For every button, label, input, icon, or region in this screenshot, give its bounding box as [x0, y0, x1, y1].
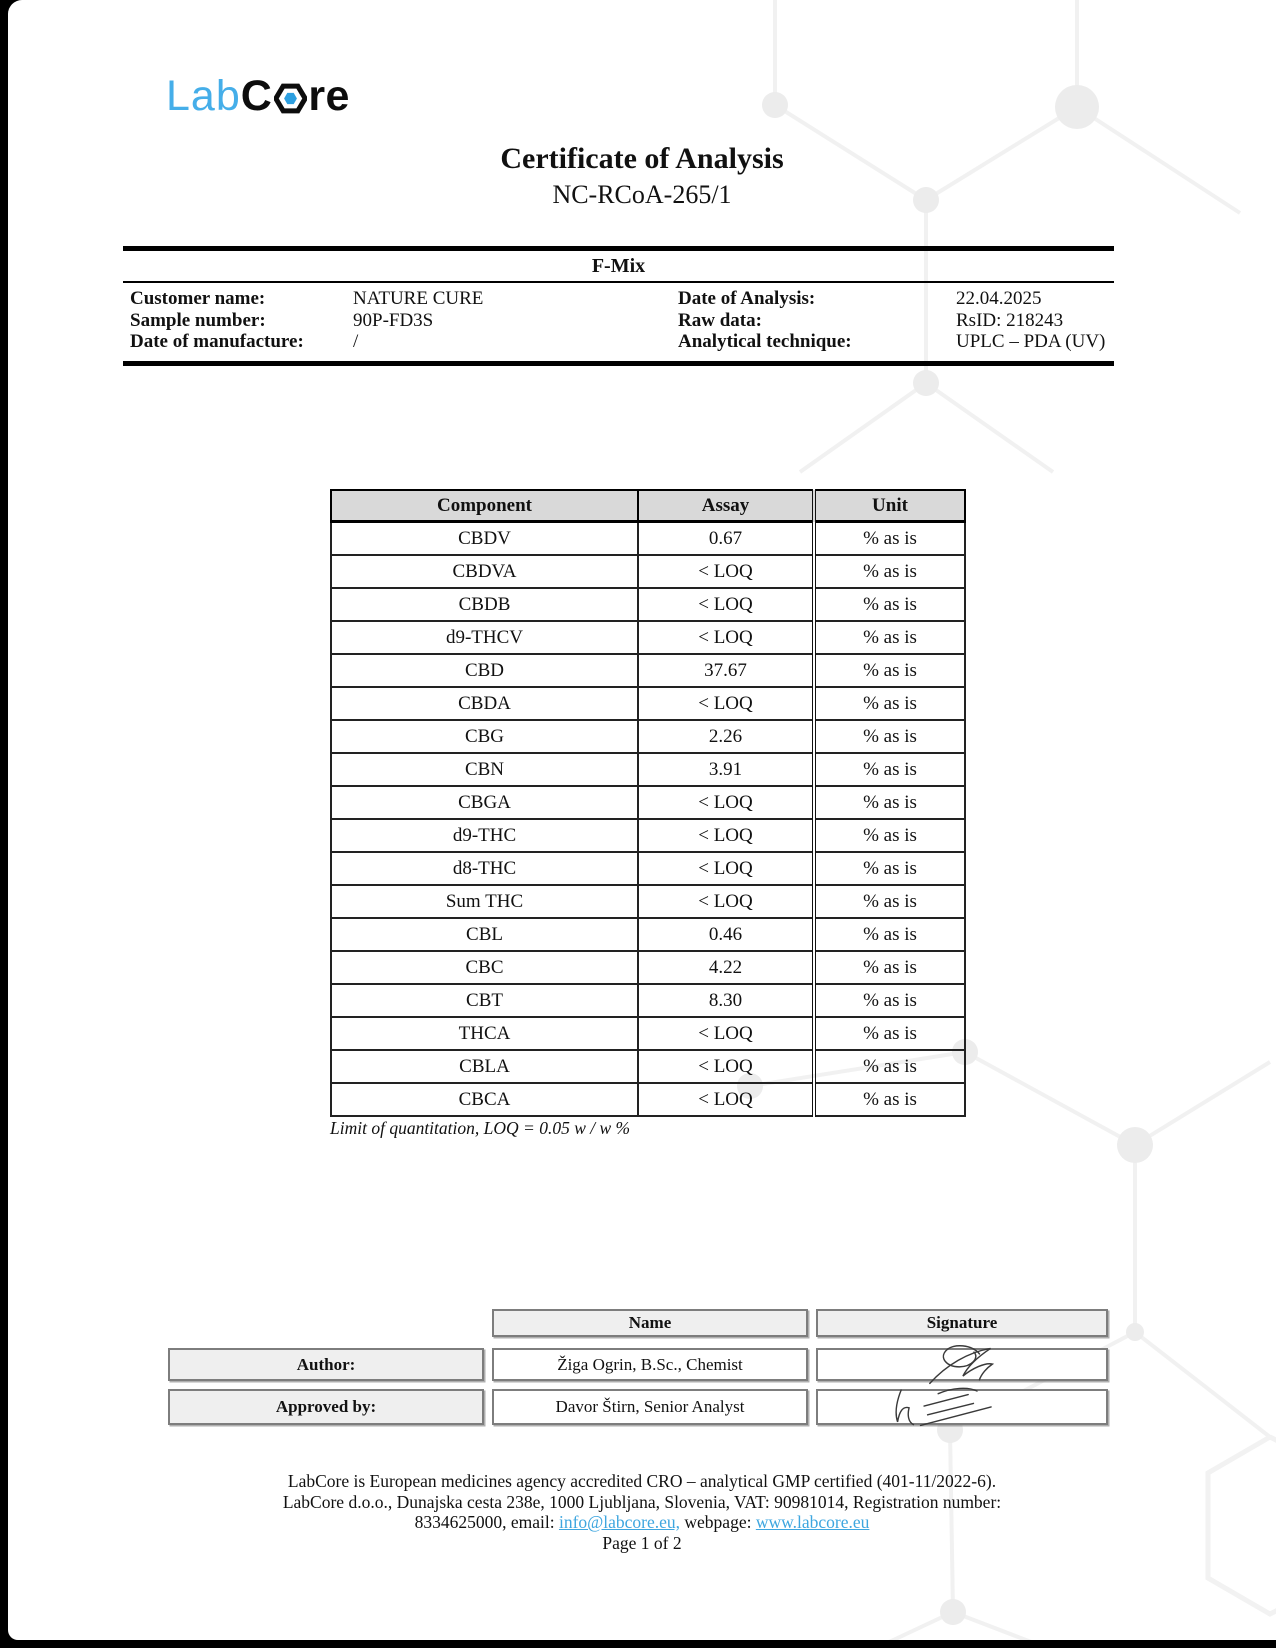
- table-row: [331, 753, 965, 786]
- table-row: [331, 720, 965, 753]
- hexagon-o-icon: [274, 82, 307, 115]
- assay-cell: 0.46: [638, 918, 814, 951]
- footer-contact-middle: webpage:: [680, 1512, 756, 1532]
- column-header-assay: Assay: [638, 490, 814, 522]
- name-column-header: Name: [492, 1309, 808, 1337]
- email-link[interactable]: info@labcore.eu,: [558, 1512, 681, 1532]
- table-row: [331, 1017, 965, 1050]
- assay-cell: 8.30: [638, 984, 814, 1017]
- component-cell: THCA: [331, 1017, 638, 1050]
- document-number: NC-RCoA-265/1: [552, 180, 732, 209]
- unit-cell: % as is: [814, 951, 965, 984]
- component-cell: CBGA: [331, 786, 638, 819]
- unit-cell: % as is: [814, 786, 965, 819]
- table-row: [331, 984, 965, 1017]
- component-cell: d9-THCV: [331, 621, 638, 654]
- unit-cell: % as is: [814, 984, 965, 1017]
- table-row: [331, 1050, 965, 1083]
- date-of-manufacture-value: /: [353, 331, 359, 352]
- author-label: Author:: [168, 1348, 484, 1381]
- unit-cell: % as is: [814, 753, 965, 786]
- loq-note: Limit of quantitation, LOQ = 0.05 w / w %: [330, 1118, 631, 1138]
- table-row: [331, 621, 965, 654]
- table-header-row: [331, 490, 965, 522]
- date-of-manufacture-label: Date of manufacture:: [130, 331, 304, 352]
- component-cell: CBT: [331, 984, 638, 1017]
- component-cell: CBDV: [331, 522, 638, 556]
- unit-cell: % as is: [814, 522, 965, 556]
- component-cell: d9-THC: [331, 819, 638, 852]
- signature-column-header: Signature: [816, 1309, 1108, 1337]
- table-row: [331, 687, 965, 720]
- date-of-analysis-value: 22.04.2025: [956, 288, 1042, 309]
- component-cell: CBDB: [331, 588, 638, 621]
- unit-cell: % as is: [814, 687, 965, 720]
- sample-number-value: 90P-FD3S: [353, 309, 434, 331]
- unit-cell: % as is: [814, 654, 965, 687]
- assay-cell: 4.22: [638, 951, 814, 984]
- document-page: [8, 0, 1276, 1640]
- assay-cell: < LOQ: [638, 1083, 814, 1116]
- product-name: F-Mix: [123, 251, 1114, 283]
- labcore-logo: [166, 72, 350, 121]
- unit-cell: % as is: [814, 918, 965, 951]
- component-cell: CBG: [331, 720, 638, 753]
- footer: [8, 1471, 1276, 1553]
- table-row: [331, 885, 965, 918]
- table-row: [331, 1083, 965, 1116]
- assay-cell: < LOQ: [638, 819, 814, 852]
- table-row: [331, 654, 965, 687]
- table-row: [331, 588, 965, 621]
- assay-cell: 3.91: [638, 753, 814, 786]
- component-cell: d8-THC: [331, 852, 638, 885]
- customer-name-value: NATURE CURE: [353, 288, 484, 309]
- assay-cell: 37.67: [638, 654, 814, 687]
- component-cell: Sum THC: [331, 885, 638, 918]
- unit-cell: % as is: [814, 621, 965, 654]
- component-cell: CBC: [331, 951, 638, 984]
- unit-cell: % as is: [814, 1017, 965, 1050]
- sample-info-grid: [123, 283, 1114, 361]
- table-row: [331, 786, 965, 819]
- page-title: Certificate of Analysis: [500, 142, 784, 175]
- footer-line-company: LabCore d.o.o., Dunajska cesta 238e, 1000 Ljubljana, Slovenia, VAT: 90981014, Registration number:: [282, 1491, 1002, 1512]
- table-row: [331, 918, 965, 951]
- unit-cell: % as is: [814, 588, 965, 621]
- author-signature-box: [816, 1348, 1108, 1381]
- assay-cell: < LOQ: [638, 1050, 814, 1083]
- results-table: [330, 489, 966, 1117]
- sample-header-block: [123, 246, 1114, 366]
- assay-cell: < LOQ: [638, 885, 814, 918]
- footer-contact-prefix: 8334625000, email:: [414, 1512, 559, 1532]
- analytical-technique-value: UPLC – PDA (UV): [956, 331, 1106, 352]
- webpage-link[interactable]: www.labcore.eu: [755, 1512, 870, 1532]
- page-number: Page 1 of 2: [602, 1532, 682, 1553]
- table-row: [331, 819, 965, 852]
- raw-data-label: Raw data:: [678, 309, 762, 331]
- assay-cell: < LOQ: [638, 852, 814, 885]
- table-row: [331, 522, 965, 556]
- table-row: [331, 852, 965, 885]
- unit-cell: % as is: [814, 555, 965, 588]
- assay-cell: < LOQ: [638, 555, 814, 588]
- assay-cell: 0.67: [638, 522, 814, 556]
- unit-cell: % as is: [814, 720, 965, 753]
- footer-line-accreditation: LabCore is European medicines agency accredited CRO – analytical GMP certified (401-11/2022-6).: [287, 1471, 997, 1491]
- assay-cell: < LOQ: [638, 588, 814, 621]
- component-cell: CBN: [331, 753, 638, 786]
- customer-name-label: Customer name:: [130, 288, 266, 309]
- component-cell: CBLA: [331, 1050, 638, 1083]
- component-cell: CBDA: [331, 687, 638, 720]
- column-header-unit: Unit: [814, 490, 965, 522]
- logo-text-c: C: [240, 72, 273, 120]
- unit-cell: % as is: [814, 1050, 965, 1083]
- approved-by-signature-box: [816, 1389, 1108, 1425]
- assay-cell: < LOQ: [638, 687, 814, 720]
- assay-cell: 2.26: [638, 720, 814, 753]
- sample-number-label: Sample number:: [130, 309, 266, 331]
- assay-cell: < LOQ: [638, 621, 814, 654]
- author-name: Žiga Ogrin, B.Sc., Chemist: [492, 1348, 808, 1381]
- component-cell: CBL: [331, 918, 638, 951]
- author-signature-icon: [902, 1341, 1022, 1387]
- assay-cell: < LOQ: [638, 786, 814, 819]
- component-cell: CBCA: [331, 1083, 638, 1116]
- footer-line-contact: [8, 1512, 1276, 1533]
- table-row: [331, 951, 965, 984]
- logo-text-re: re: [308, 72, 350, 120]
- component-cell: CBDVA: [331, 555, 638, 588]
- approved-by-label: Approved by:: [168, 1389, 484, 1425]
- analytical-technique-label: Analytical technique:: [678, 331, 852, 352]
- column-header-component: Component: [331, 490, 638, 522]
- table-row: [331, 555, 965, 588]
- assay-cell: < LOQ: [638, 1017, 814, 1050]
- unit-cell: % as is: [814, 1083, 965, 1116]
- approved-by-signature-icon: [887, 1382, 1037, 1430]
- logo-text-lab: Lab: [166, 72, 241, 120]
- date-of-analysis-label: Date of Analysis:: [678, 288, 816, 309]
- approved-by-name: Davor Štirn, Senior Analyst: [492, 1389, 808, 1425]
- unit-cell: % as is: [814, 852, 965, 885]
- component-cell: CBD: [331, 654, 638, 687]
- unit-cell: % as is: [814, 819, 965, 852]
- unit-cell: % as is: [814, 885, 965, 918]
- raw-data-value: RsID: 218243: [956, 309, 1064, 331]
